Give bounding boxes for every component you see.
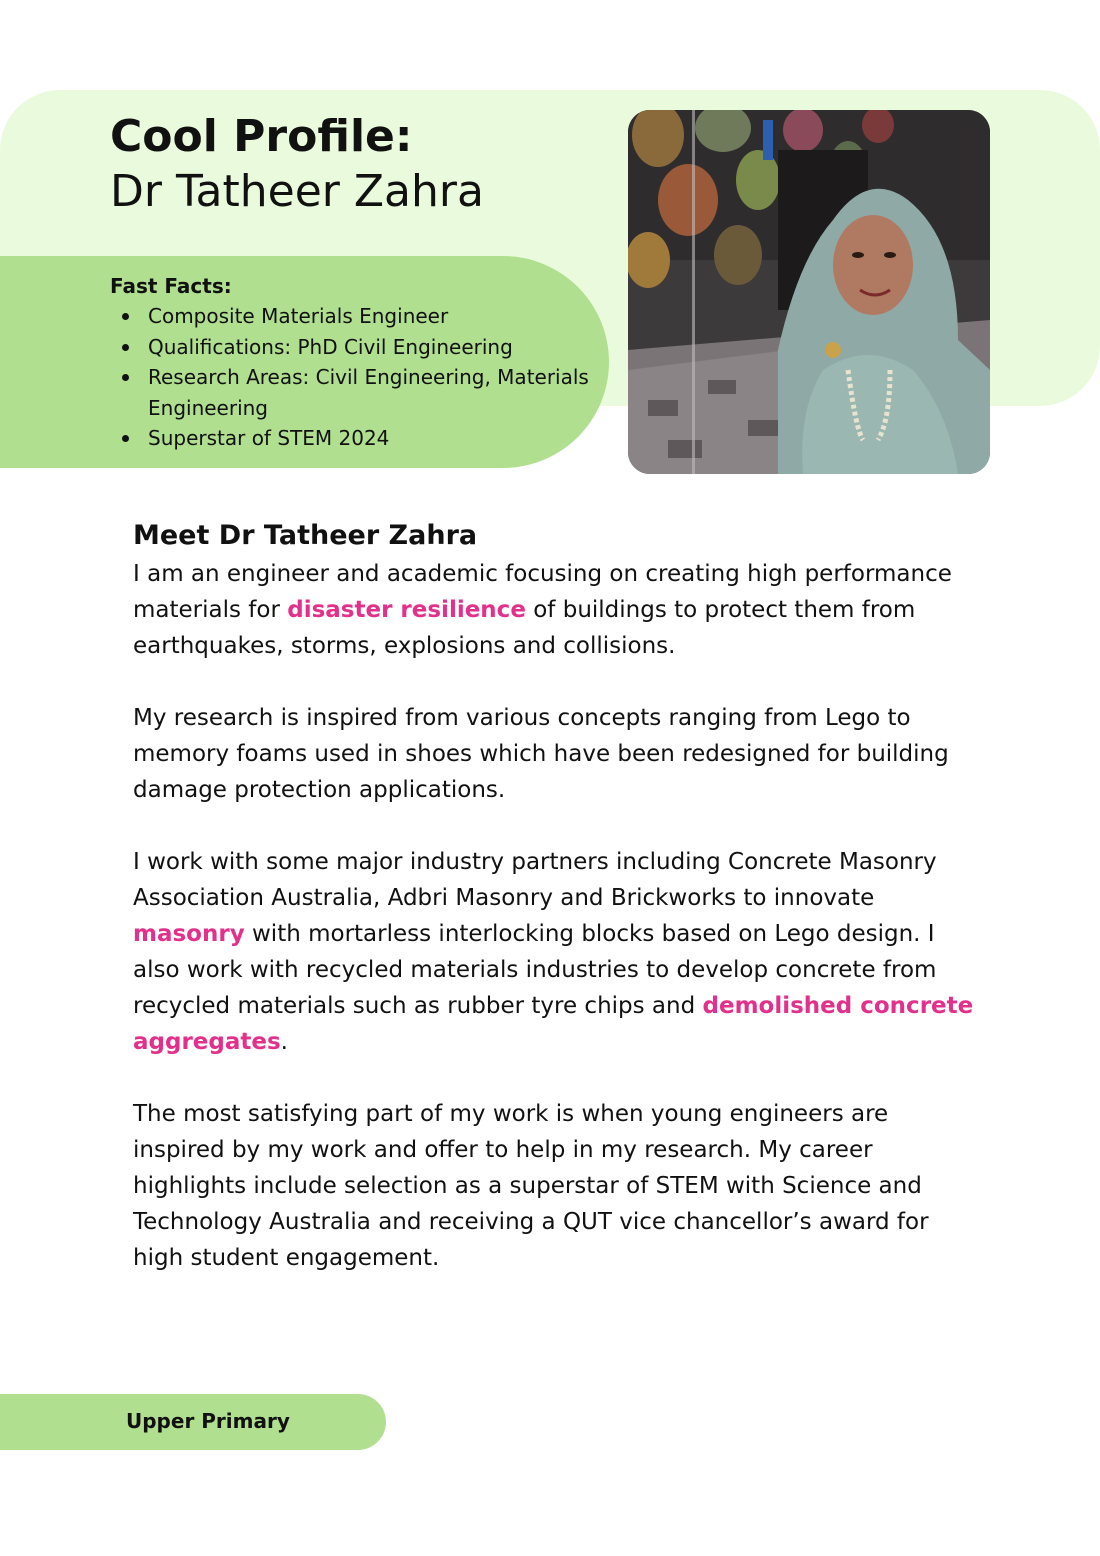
level-label: Upper Primary [126,1409,290,1433]
text-run: of buildings to protect them from earthquakes, storms, explosions and collisions. [133,597,916,659]
highlight-term: masonry [133,921,245,947]
page-title: Cool Profile: [110,111,413,162]
fast-fact-item: Qualifications: PhD Civil Engineering [110,332,600,363]
fast-facts-list [110,301,600,454]
bio-paragraph-2: My research is inspired from various concepts ranging from Lego to memory foams used in shoes which have been redesigned for building damage protection applications. [133,705,949,803]
text-run: I work with some major industry partners including Concrete Masonry Association Australia, Adbri Masonry and Brickworks to innovate [133,849,937,911]
fast-fact-item: Composite Materials Engineer [110,301,600,332]
bio-paragraph-4: The most satisfying part of my work is when young engineers are inspired by my work and offer to help in my research. My career highlights include selection as a superstar of STEM with Science and Technology Australia and receiving a QUT vice chancellor’s award for high student engagement. [133,1101,929,1271]
fast-facts-title: Fast Facts: [110,274,232,298]
fast-fact-item: Superstar of STEM 2024 [110,423,600,454]
bio-paragraph-1 [133,556,983,664]
text-run: I am an engineer and academic focusing on creating high performance materials for [133,561,952,623]
biography [133,556,983,1312]
fast-fact-item: Research Areas: Civil Engineering, Materials Engineering [110,362,600,423]
profile-name: Dr Tatheer Zahra [110,166,484,217]
text-run: . [280,1029,288,1055]
profile-photo [628,110,990,474]
text-run: with mortarless interlocking blocks based on Lego design. I also work with recycled materials industries to develop concrete from recycled materials such as rubber tyre chips and [133,921,937,1019]
highlight-term: demolished concrete aggregates [133,993,974,1055]
bio-paragraph-3 [133,844,983,1060]
section-heading: Meet Dr Tatheer Zahra [133,520,478,551]
highlight-term: disaster resilience [287,597,526,623]
portrait-illustration [628,110,990,474]
